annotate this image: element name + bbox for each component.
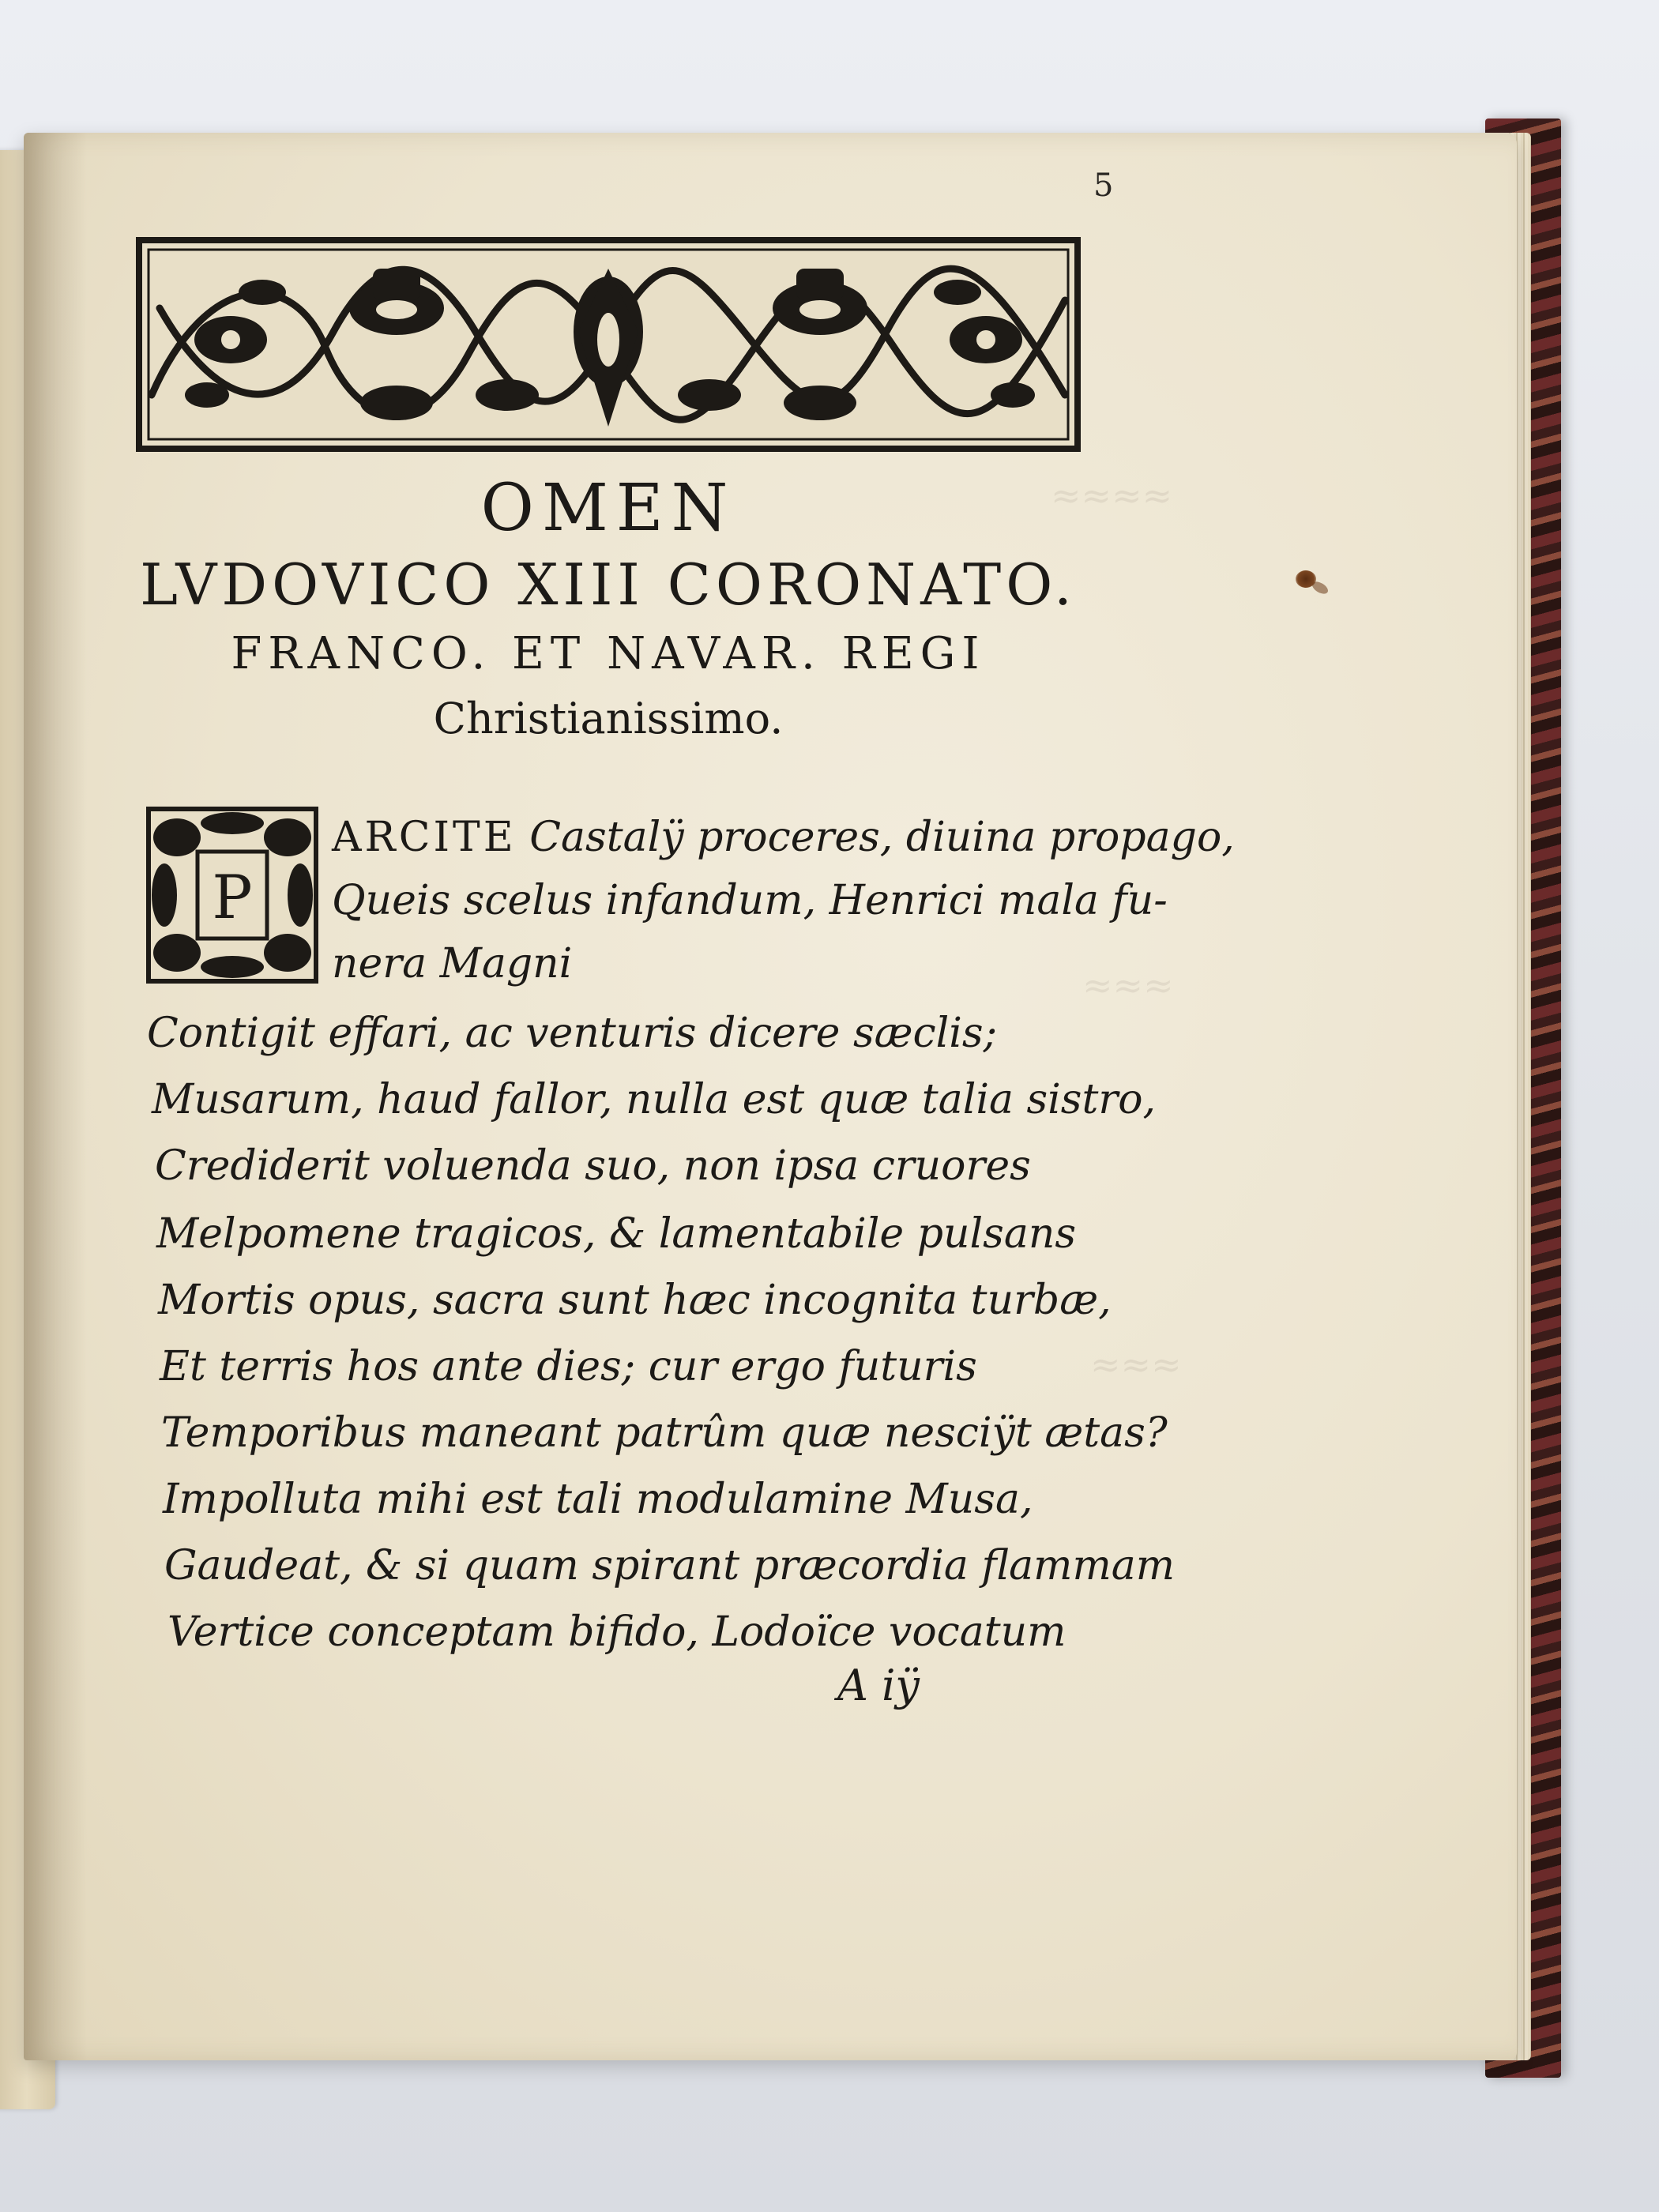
show-through: ≈≈≈≈: [1051, 474, 1173, 517]
verse-line: Gaudeat, & si quam spirant præcordia flammam: [164, 1542, 1176, 1589]
first-word-caps: ARCITE: [332, 814, 517, 861]
title-omen: OMEN: [480, 471, 736, 546]
verse-line: Musarum, haud fallor, nulla est quæ talia sistro,: [152, 1076, 1157, 1123]
title-christianissimo: Christianissimo.: [433, 694, 784, 743]
verse-line: Impolluta mihi est tali modulamine Musa,: [163, 1476, 1033, 1523]
verse-line: Melpomene tragicos, & lamentabile pulsans: [156, 1210, 1077, 1258]
initial-letter: P: [212, 862, 253, 932]
verse-line-1: [332, 814, 1235, 861]
decorated-initial: [145, 806, 319, 984]
title-dedicatee: LVDOVICO XIII CORONATO.: [140, 551, 1077, 618]
title-block: [95, 458, 1122, 750]
title-kingdoms: FRANCO. ET NAVAR. REGI: [231, 628, 986, 679]
verse-line: nera Magni: [332, 940, 573, 988]
verse-line: Crediderit voluenda suo, non ipsa cruores: [155, 1142, 1031, 1190]
verse-line: Temporibus maneant patrûm quæ nesciÿt ætas?: [161, 1409, 1168, 1457]
verse-line: Mortis opus, sacra sunt hæc incognita turbæ,: [158, 1277, 1112, 1324]
verse-line: Vertice conceptam bifido, Lodoïce vocatum: [167, 1608, 1066, 1656]
verse-line: Queis scelus infandum, Henrici mala fu-: [332, 877, 1168, 924]
woodcut-headpiece: [136, 237, 1081, 452]
show-through: ≈≈≈: [1082, 964, 1174, 1006]
first-line-text: Castalÿ proceres, diuina propago,: [516, 814, 1235, 861]
verse-line: Et terris hos ante dies; cur ergo futuris: [160, 1343, 977, 1390]
gutter-shadow: [24, 133, 87, 2060]
signature-mark: A iÿ: [837, 1661, 920, 1710]
show-through: ≈≈≈: [1090, 1343, 1182, 1386]
verse-line: Contigit effari, ac venturis dicere sæclis;: [147, 1010, 998, 1057]
page-number: 5: [1093, 167, 1114, 204]
